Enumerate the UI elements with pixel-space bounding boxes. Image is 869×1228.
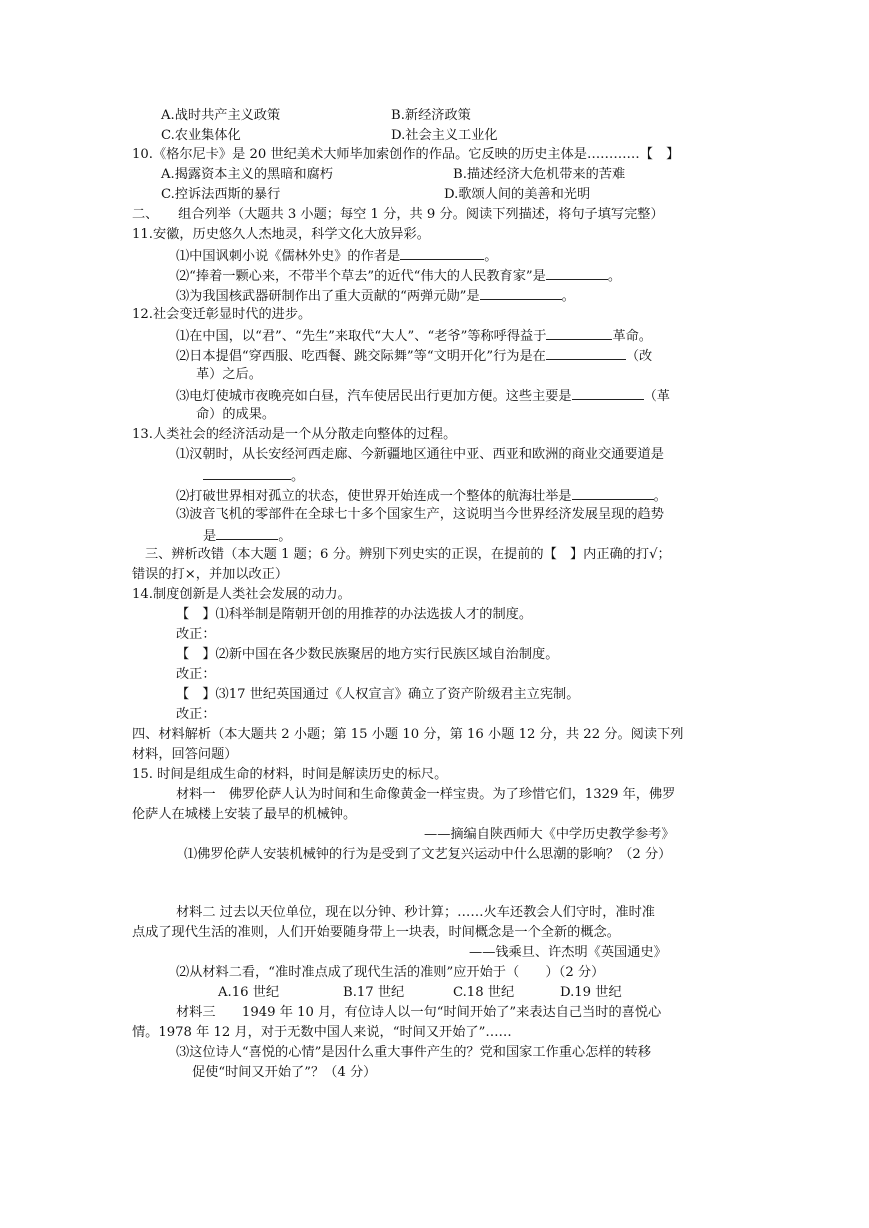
q11-part-1 (176, 246, 497, 266)
q12-part-1-end: 革命。 (612, 329, 652, 344)
q11-part-2 (176, 266, 621, 286)
q12-part-2 (176, 346, 652, 366)
section-3-header: 三、辨析改错（本大题 1 题；6 分。辨别下列史实的正误，在提前的【 】内正确的打√； (145, 547, 671, 562)
q11-part-1-text: ⑴中国讽刺小说《儒林外史》的作者是 (176, 249, 401, 264)
q12-part-1-text: ⑴在中国，以“君”、“先生”来取代“大人”、“老爷”等称呼得益于 (176, 329, 547, 344)
q14-item-3: 【 】⑶17 世纪英国通过《人权宣言》确立了资产阶级君主立宪制。 (176, 687, 580, 702)
q14-item-2: 【 】⑵新中国在各少数民族聚居的地方实行民族区域自治制度。 (176, 647, 559, 662)
q12-part-2-text: ⑵日本提倡“穿西服、吃西餐、跳交际舞”等“文明开化”行为是在 (176, 349, 546, 364)
q11-stem: 11.安徽，历史悠久人杰地灵，科学文化大放异彩。 (132, 227, 430, 242)
q9-option-b: B.新经济政策 (391, 108, 471, 123)
material-1-line-1: 材料一 佛罗伦萨人认为时间和生命像黄金一样宝贵。为了珍惜它们，1329 年，佛罗 (176, 787, 676, 802)
q15-question-1: ⑴佛罗伦萨人安装机械钟的行为是受到了文艺复兴运动中什么思潮的影响？（2 分） (184, 847, 672, 862)
q10-option-d: D.歌颂人间的美善和光明 (444, 187, 591, 202)
q13-part-1-end: 。 (291, 469, 305, 484)
q11-blank-3[interactable] (480, 286, 562, 300)
q12-part-1 (176, 326, 652, 346)
material-1-source: ——摘编自陕西师大《中学历史教学参考》 (424, 827, 675, 842)
q13-part-3-end: 。 (278, 529, 292, 544)
q12-stem: 12.社会变迁彰显时代的进步。 (132, 307, 312, 322)
q12-blank-3[interactable] (572, 386, 644, 400)
q15-question-3: ⑶这位诗人“喜悦的心情”是因什么重大事件产生的？党和国家工作重心怎样的转移 (176, 1045, 652, 1060)
section-2-header: 二、 组合列举（大题共 3 小题；每空 1 分，共 9 分。阅读下列描述，将句子填写完整） (132, 207, 664, 222)
q15-question-2: ⑵从材料二看，“准时准点成了现代生活的准则”应开始于（ ）（2 分） (176, 965, 605, 980)
q12-blank-2[interactable] (546, 346, 626, 360)
section-4-header-line2: 材料，回答问题） (132, 747, 238, 762)
q12-blank-1[interactable] (546, 326, 612, 340)
q12-part-2-cont: 革）之后。 (196, 367, 262, 382)
q10-option-c: C.控诉法西斯的暴行 (161, 187, 281, 202)
material-2-line-2: 点成了现代生活的准则，人们开始要随身带上一块表，时间概念是一个全新的概念。 (132, 925, 620, 940)
section-4-header: 四、材料解析（本大题共 2 小题；第 15 小题 10 分，第 16 小题 12 分，共 22 分。阅读下列 (132, 727, 684, 742)
q13-part-3: ⑶波音飞机的零部件在全球七十多个国家生产，这说明当今世界经济发展呈现的趋势 (176, 507, 664, 522)
q11-blank-1[interactable] (400, 246, 484, 260)
q15-stem: 15. 时间是组成生命的材料，时间是解读历史的标尺。 (132, 767, 448, 782)
q14-fix-2: 改正： (176, 667, 216, 682)
q14-fix-3: 改正： (176, 707, 216, 722)
q9-option-d: D.社会主义工业化 (391, 128, 498, 143)
q12-part-3-text: ⑶电灯使城市夜晚亮如白昼，汽车使居民出行更加方便。这些主要是 (176, 389, 572, 404)
material-2-source: ——钱乘旦、许杰明《英国通史》 (469, 945, 667, 960)
q14-item-1: 【 】⑴科举制是隋朝开创的用推荐的办法选拔人才的制度。 (176, 607, 533, 622)
q13-part-2 (176, 486, 667, 506)
q11-blank-2[interactable] (546, 266, 608, 280)
q13-stem: 13.人类社会的经济活动是一个从分散走向整体的过程。 (132, 427, 457, 442)
q11-part-3 (176, 286, 575, 306)
q13-blank-3[interactable] (216, 526, 278, 540)
q14-stem: 14.制度创新是人类社会发展的动力。 (132, 587, 351, 602)
q12-part-3-cont: 命）的成果。 (196, 407, 276, 422)
q13-part-2-text: ⑵打破世界相对孤立的状态，使世界开始连成一个整体的航海壮举是 (176, 489, 572, 504)
q13-part-3-line2 (203, 526, 291, 546)
q11-part-1-end: 。 (484, 249, 498, 264)
q13-blank-2[interactable] (572, 486, 654, 500)
q10-option-b: B.描述经济大危机带来的苦难 (453, 167, 626, 182)
q13-part-1: ⑴汉朝时，从长安经河西走廊、今新疆地区通往中亚、西亚和欧洲的商业交通要道是 (176, 447, 664, 462)
q15-question-2-option-d: D.19 世纪 (560, 985, 622, 1000)
q14-fix-1: 改正： (176, 627, 216, 642)
material-1-line-2: 伦萨人在城楼上安装了最早的机械钟。 (132, 807, 357, 822)
material-3-line-1: 材料三 1949 年 10 月，有位诗人以一句“时间开始了”来表达自己当时的喜悦心 (176, 1005, 662, 1020)
q15-question-2-option-c: C.18 世纪 (453, 985, 515, 1000)
q11-part-2-text: ⑵“捧着一颗心来，不带半个草去”的近代“伟大的人民教育家”是 (176, 269, 546, 284)
section-3-header-line2: 错误的打×，并加以改正） (132, 567, 289, 582)
q15-question-2-option-b: B.17 世纪 (343, 985, 405, 1000)
q11-part-3-end: 。 (561, 289, 575, 304)
q13-blank-1[interactable] (203, 466, 291, 480)
material-3-line-2: 情。1978 年 12 月，对于无数中国人来说，“时间又开始了”…… (132, 1025, 512, 1040)
q15-question-3-line-2: 促使“时间又开始了”？（4 分） (192, 1065, 377, 1080)
q9-option-a: A.战时共产主义政策 (161, 108, 281, 123)
q9-option-c: C.农业集体化 (161, 128, 241, 143)
q10-stem: 10.《格尔尼卡》是 20 世纪美术大师毕加索创作的作品。它反映的历史主体是…………【 】 (132, 147, 680, 162)
q13-part-3-cont: 是 (203, 529, 217, 544)
q15-question-2-option-a: A.16 世纪 (218, 985, 280, 1000)
q12-part-3 (176, 386, 670, 406)
q12-part-2-end: （改 (625, 349, 653, 364)
q12-part-3-end: （革 (643, 389, 670, 404)
q13-part-1-line2 (203, 466, 304, 486)
q11-part-2-end: 。 (607, 269, 622, 284)
q10-option-a: A.揭露资本主义的黑暗和腐朽 (161, 167, 333, 182)
q11-part-3-text: ⑶为我国核武器研制作出了重大贡献的“两弹元勋”是 (176, 289, 480, 304)
material-2-line-1: 材料二 过去以天位单位，现在以分钟、秒计算；……火车还教会人们守时，准时准 (176, 905, 655, 920)
q13-part-2-end: 。 (653, 489, 667, 504)
